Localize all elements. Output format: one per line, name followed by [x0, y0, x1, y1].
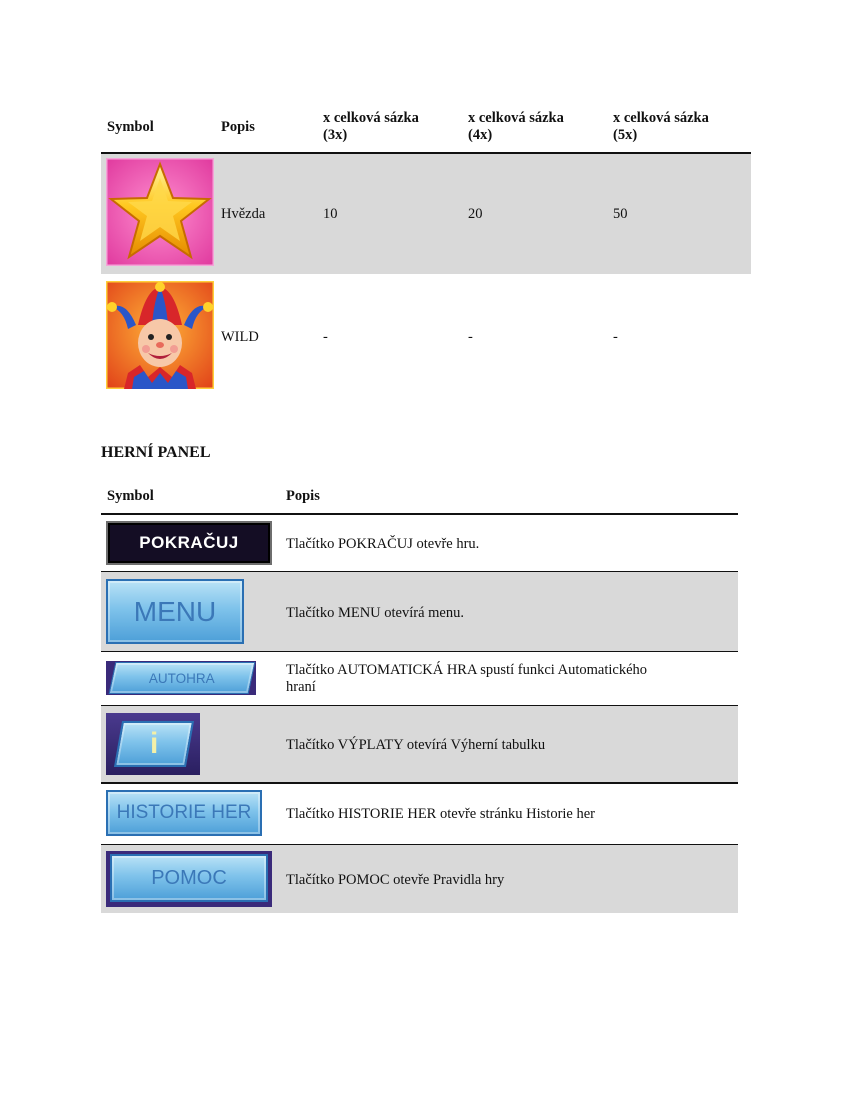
col-header-symbol: Symbol [107, 119, 154, 135]
payout-5x: 50 [613, 206, 628, 222]
col-header-3x-line2: (3x) [323, 127, 348, 143]
button-description [286, 662, 647, 696]
col-header-4x-line2: (4x) [468, 127, 493, 143]
button-description: Tlačítko POMOC otevře Pravidla hry [286, 872, 505, 888]
info-icon: i [149, 727, 159, 760]
pokracuj-button[interactable]: POKRAČUJ [106, 521, 272, 565]
button-description: Tlačítko VÝPLATY otevírá Výherní tabulku [286, 737, 546, 753]
button-description-line2: hraní [286, 679, 316, 695]
jester-icon [106, 281, 214, 389]
payout-3x: - [323, 329, 328, 345]
payout-4x: 20 [468, 206, 483, 222]
button-description-line1: Tlačítko AUTOMATICKÁ HRA spustí funkci Automatického [286, 662, 647, 678]
symbol-name: WILD [221, 329, 259, 345]
row-rule [101, 782, 738, 784]
col-header-4x [468, 110, 564, 144]
button-description: Tlačítko MENU otevírá menu. [286, 605, 464, 621]
col-header-5x-line2: (5x) [613, 127, 638, 143]
col-header-4x-line1: x celková sázka [468, 110, 564, 126]
col-header-5x-line1: x celková sázka [613, 110, 709, 126]
autohra-button[interactable] [109, 662, 256, 694]
info-button[interactable] [114, 721, 194, 767]
payout-3x: 10 [323, 206, 338, 222]
section-title: HERNÍ PANEL [101, 444, 211, 461]
symbol-name: Hvězda [221, 206, 266, 222]
row-rule [101, 651, 738, 652]
col-header-3x [323, 110, 419, 144]
payout-4x: - [468, 329, 473, 345]
menu-button[interactable]: MENU [106, 579, 244, 644]
col-header-popis: Popis [221, 119, 255, 135]
header-rule [101, 513, 738, 515]
col-header-symbol: Symbol [107, 488, 154, 504]
button-description: Tlačítko HISTORIE HER otevře stránku Historie her [286, 806, 595, 822]
pomoc-button[interactable]: POMOC [110, 854, 268, 902]
col-header-popis: Popis [286, 488, 320, 504]
historie-her-button[interactable]: HISTORIE HER [106, 790, 262, 836]
col-header-5x [613, 110, 709, 144]
col-header-3x-line1: x celková sázka [323, 110, 419, 126]
button-description: Tlačítko POKRAČUJ otevře hru. [286, 536, 480, 552]
payout-5x: - [613, 329, 618, 345]
star-icon [106, 158, 214, 266]
autohra-button-label: AUTOHRA [149, 670, 215, 686]
